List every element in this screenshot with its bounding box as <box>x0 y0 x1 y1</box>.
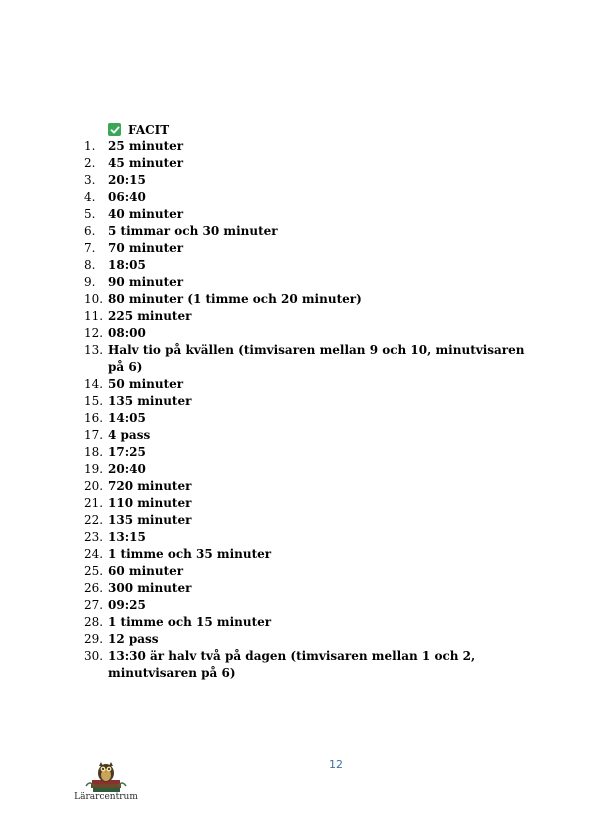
answer-number: 21. <box>84 496 104 510</box>
answer-number: 7. <box>84 241 96 255</box>
answer-text: 45 minuter <box>108 156 184 170</box>
answer-text: 40 minuter <box>108 207 184 221</box>
answer-number: 17. <box>84 428 104 442</box>
answer-number: 10. <box>84 292 104 306</box>
answer-item <box>84 410 534 427</box>
answer-text: 135 minuter <box>108 394 192 408</box>
answer-text: 12 pass <box>108 632 159 646</box>
answer-number: 5. <box>84 207 96 221</box>
answer-number: 27. <box>84 598 104 612</box>
answer-text: 08:00 <box>108 326 146 340</box>
answer-text: 80 minuter (1 timme och 20 minuter) <box>108 292 362 306</box>
answer-number: 26. <box>84 581 104 595</box>
answer-number: 2. <box>84 156 96 170</box>
answer-number: 6. <box>84 224 96 238</box>
answer-number: 13. <box>84 343 104 357</box>
answer-number: 1. <box>84 139 96 153</box>
answer-number: 18. <box>84 445 104 459</box>
answer-text: 50 minuter <box>108 377 184 391</box>
answer-number: 23. <box>84 530 104 544</box>
answer-text: Halv tio på kvällen (timvisaren mellan 9 och 10, minutvisaren på 6) <box>108 343 525 374</box>
answer-number: 28. <box>84 615 104 629</box>
answer-item <box>84 206 534 223</box>
answer-item <box>84 189 534 206</box>
answer-text: 09:25 <box>108 598 146 612</box>
answer-item <box>84 444 534 461</box>
answer-item <box>84 495 534 512</box>
answer-item <box>84 155 534 172</box>
answer-text: 25 minuter <box>108 139 184 153</box>
answer-item <box>84 240 534 257</box>
answer-number: 12. <box>84 326 104 340</box>
answer-item <box>84 223 534 240</box>
answer-number: 19. <box>84 462 104 476</box>
answer-number: 29. <box>84 632 104 646</box>
answer-item <box>84 427 534 444</box>
answer-text: 4 pass <box>108 428 151 442</box>
answer-text: 14:05 <box>108 411 146 425</box>
answer-item <box>84 478 534 495</box>
answer-item <box>84 393 534 410</box>
answer-item <box>84 325 534 342</box>
answer-text: 720 minuter <box>108 479 192 493</box>
answer-text: 135 minuter <box>108 513 192 527</box>
answer-text: 60 minuter <box>108 564 184 578</box>
answer-item <box>84 138 534 155</box>
facit-heading <box>108 121 169 138</box>
answer-number: 4. <box>84 190 96 204</box>
lararcentrum-logo <box>72 762 140 806</box>
answer-number: 25. <box>84 564 104 578</box>
answer-item <box>84 172 534 189</box>
answer-number: 14. <box>84 377 104 391</box>
answer-item <box>84 597 534 614</box>
answer-number: 24. <box>84 547 104 561</box>
facit-heading-text: FACIT <box>128 122 170 137</box>
answer-text: 1 timme och 35 minuter <box>108 547 272 561</box>
answer-number: 3. <box>84 173 96 187</box>
answer-item <box>84 461 534 478</box>
answer-number: 9. <box>84 275 96 289</box>
answer-text: 225 minuter <box>108 309 192 323</box>
answer-item <box>84 614 534 631</box>
answer-list <box>84 138 534 682</box>
answer-text: 20:15 <box>108 173 146 187</box>
answer-number: 30. <box>84 649 104 663</box>
answer-text: 13:30 är halv två på dagen (timvisaren mellan 1 och 2, minutvisaren på 6) <box>108 649 476 680</box>
answer-number: 16. <box>84 411 104 425</box>
answer-text: 110 minuter <box>108 496 192 510</box>
check-mark-icon <box>108 123 121 136</box>
answer-item <box>84 274 534 291</box>
answer-text: 1 timme och 15 minuter <box>108 615 272 629</box>
answer-text: 17:25 <box>108 445 146 459</box>
answer-number: 8. <box>84 258 96 272</box>
answer-text: 90 minuter <box>108 275 184 289</box>
answer-item <box>84 546 534 563</box>
owl-on-books-icon <box>72 762 140 794</box>
answer-item <box>84 631 534 648</box>
answer-item <box>84 563 534 580</box>
answer-text: 70 minuter <box>108 241 184 255</box>
answer-item <box>84 308 534 325</box>
answer-item <box>84 291 534 308</box>
answer-text: 18:05 <box>108 258 146 272</box>
answer-number: 22. <box>84 513 104 527</box>
answer-number: 20. <box>84 479 104 493</box>
answer-item <box>84 580 534 597</box>
answer-number: 11. <box>84 309 104 323</box>
answer-item <box>84 529 534 546</box>
answer-text: 300 minuter <box>108 581 192 595</box>
answer-number: 15. <box>84 394 104 408</box>
page-number: 12 <box>329 758 343 771</box>
answer-item <box>84 342 534 376</box>
logo-text: Lärarcentrum <box>74 792 138 802</box>
answer-text: 5 timmar och 30 minuter <box>108 224 278 238</box>
answer-item <box>84 376 534 393</box>
answer-item <box>84 257 534 274</box>
answer-text: 20:40 <box>108 462 146 476</box>
answer-text: 06:40 <box>108 190 146 204</box>
answer-item <box>84 512 534 529</box>
answer-item <box>84 648 534 682</box>
answer-text: 13:15 <box>108 530 146 544</box>
